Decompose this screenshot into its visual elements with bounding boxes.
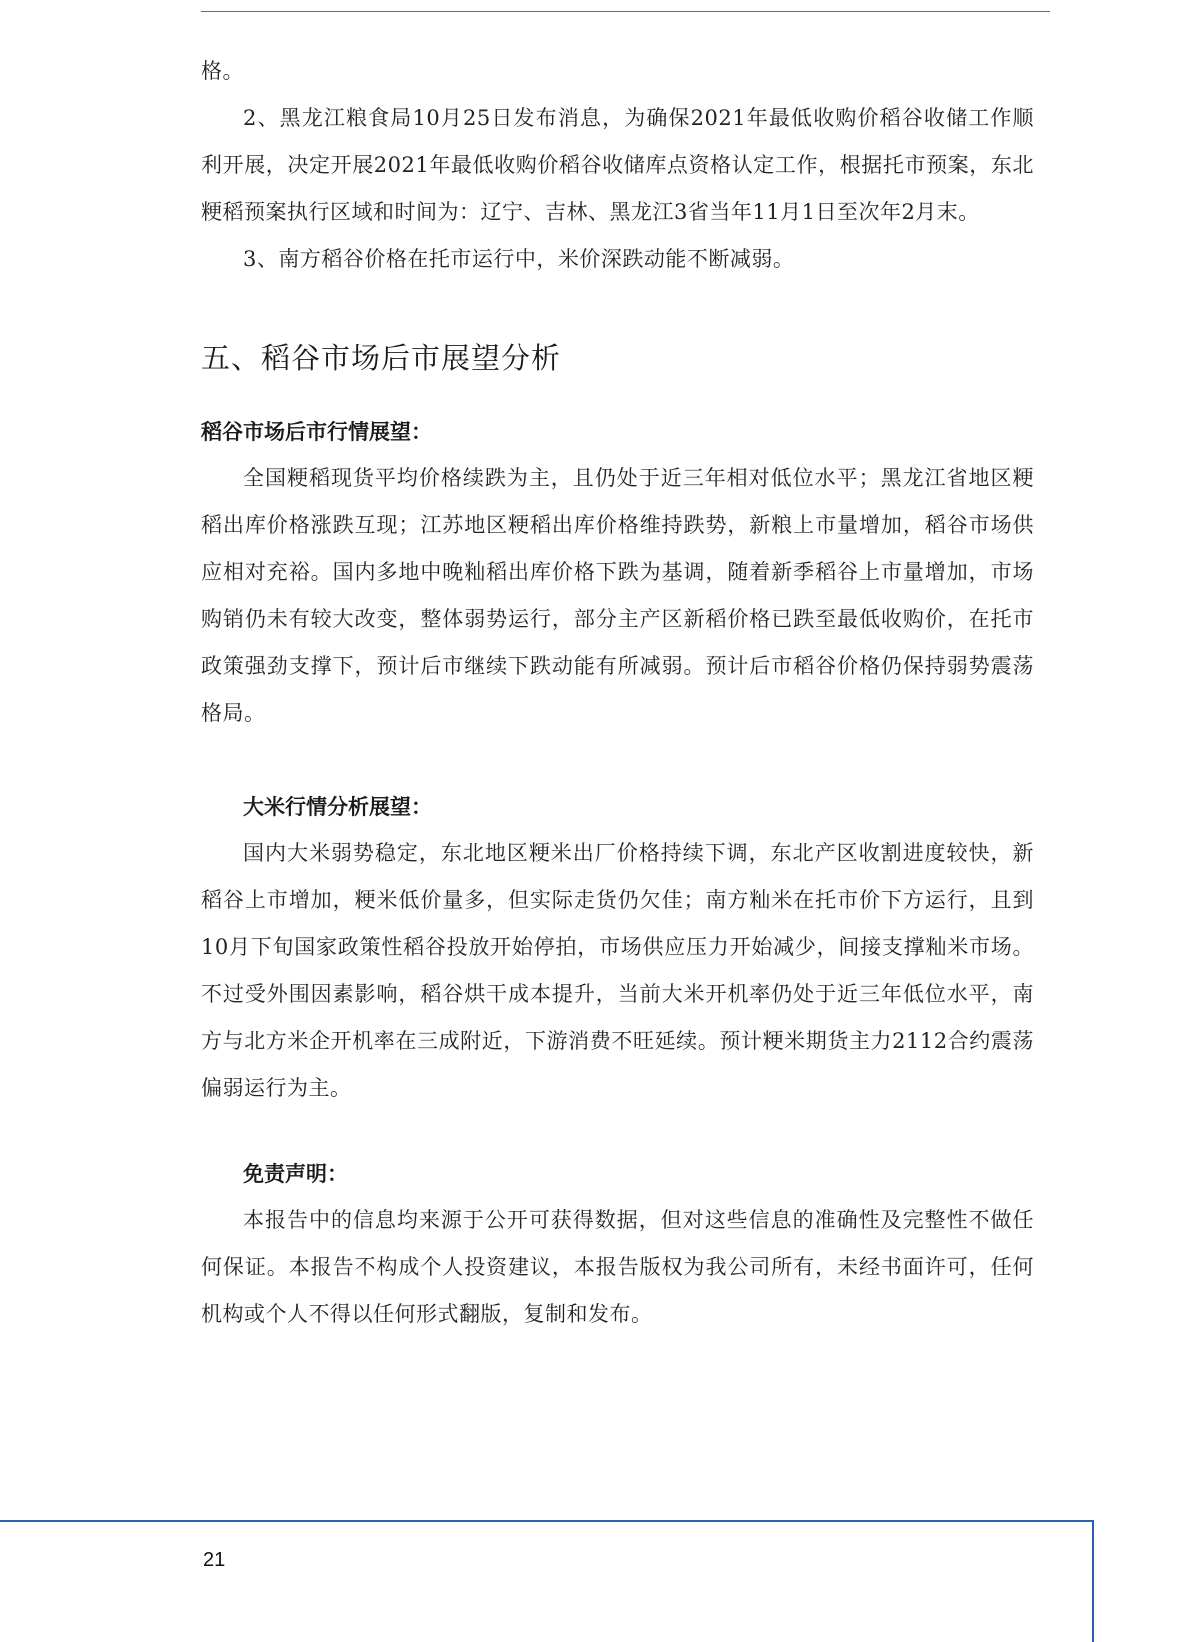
paddy-outlook-paragraph: 全国粳稻现货平均价格续跌为主，且仍处于近三年相对低位水平；黑龙江省地区粳稻出库价格涨跌互现；江苏地区粳稻出库价格维持跌势，新粮上市量增加，稻谷市场供应相对充裕。国内多地中晚籼稻出库价格下跌为基调，随着新季稻谷上市量增加，市场购销仍未有较大改变，整体弱势运行，部分主产区新稻价格已跌至最低收购价，在托市政策强劲支撑下，预计后市继续下跌动能有所减弱。预计后市稻谷价格仍保持弱势震荡格局。 (201, 466, 1034, 725)
section-title: 五、稻谷市场后市展望分析 (201, 341, 562, 375)
footer-border (0, 1520, 1094, 1642)
document-body (201, 48, 1034, 1338)
disclaimer-heading: 免责声明： (243, 1161, 348, 1186)
disclaimer-paragraph: 本报告中的信息均来源于公开可获得数据，但对这些信息的准确性及完整性不做任何保证。本报告不构成个人投资建议，本报告版权为我公司所有，未经书面许可，任何机构或个人不得以任何形式翻版，复制和发布。 (201, 1208, 1034, 1326)
continuation-text: 格。 (201, 59, 244, 83)
page-number: 21 (203, 1549, 226, 1571)
list-item: 3、南方稻谷价格在托市运行中，米价深跌动能不断减弱。 (243, 247, 795, 271)
rice-outlook-paragraph: 国内大米弱势稳定，东北地区粳米出厂价格持续下调，东北产区收割进度较快，新稻谷上市增加，粳米低价量多，但实际走货仍欠佳；南方籼米在托市价下方运行，且到10月下旬国家政策性稻谷投放开始停拍，市场供应压力开始减少，间接支撑籼米市场。不过受外围因素影响，稻谷烘干成本提升，当前大米开机率仍处于近三年低位水平，南方与北方米企开机率在三成附近，下游消费不旺延续。预计粳米期货主力2112合约震荡偏弱运行为主。 (201, 841, 1034, 1100)
rice-outlook-heading: 大米行情分析展望： (243, 794, 432, 819)
header-rule (201, 11, 1050, 12)
list-item: 2、黑龙江粮食局10月25日发布消息，为确保2021年最低收购价稻谷收储工作顺利开展，决定开展2021年最低收购价稻谷收储库点资格认定工作，根据托市预案，东北粳稻预案执行区域和时间为：辽宁、吉林、黑龙江3省当年11月1日至次年2月末。 (201, 106, 1034, 224)
paddy-outlook-heading: 稻谷市场后市行情展望： (201, 419, 432, 444)
